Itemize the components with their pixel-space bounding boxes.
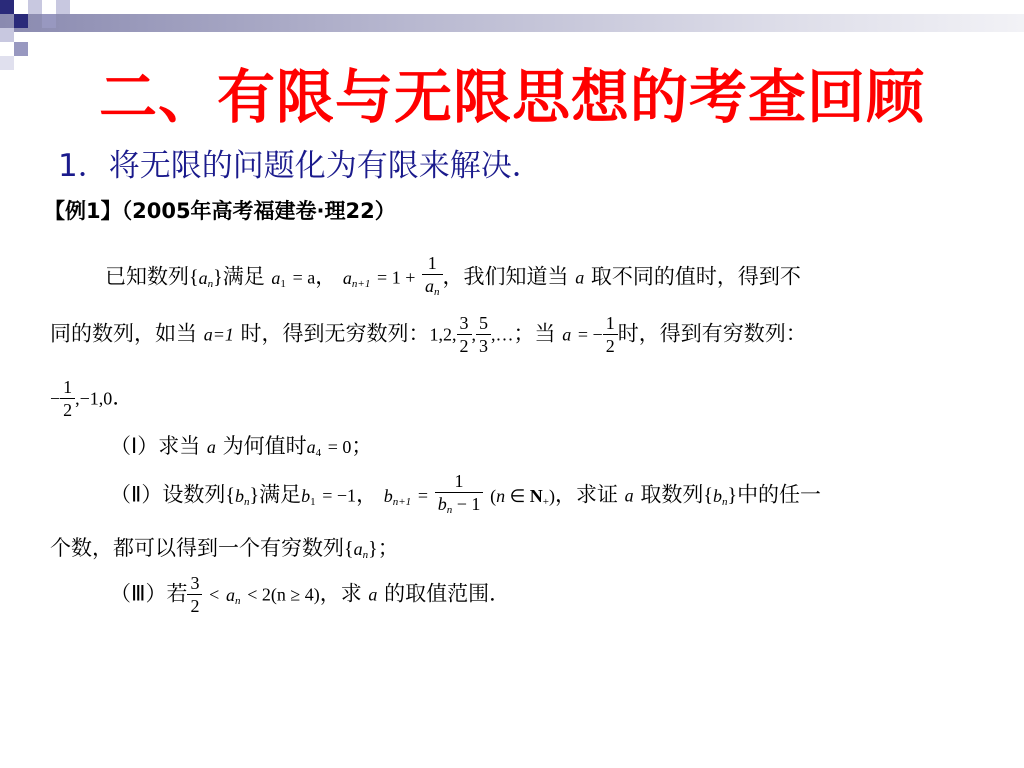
problem-line-2: 同的数列，如当 a=1 时，得到无穷数列：1,2, $\frac{3}{2}$ , $\frac{5}{3}$ ,…；当 a = − $\frac{1}{2}$ 时，得到有穷数列： [50,313,807,356]
part-3: （Ⅲ）若 $\frac{3}{2}$ < $a_n < 2(n \ge 4)$，求 a 的取值范围． [110,573,511,616]
section-heading: 1．将无限的问题化为有限来解决． [58,148,543,184]
problem-line-3: − $\frac{1}{2}$ ,−1,0． [50,377,134,420]
example-label: 【例1】（2005年高考福建卷·理22） [44,199,396,223]
part-1: （Ⅰ）求当 a 为何值时a4 = 0； [110,434,373,459]
part-2: （Ⅱ）设数列$\{b_n\}$满足b1 = −1， $b_{n+1}$ = $\frac{1}{b_n - 1}$ (n ∈ N+)，求证 a 取数列$\{b_n\}$中的任一 [110,470,821,521]
fraction-1-over-an: $\frac{1}{a_n}$ [422,252,443,303]
header-gradient-bar [0,14,1024,32]
part-2-continued: 个数，都可以得到一个有穷数列$\{a_n\}$； [50,536,399,561]
problem-line-1: 已知数列$\{a_n\}$满足 a1 = a， $a_{n+1} = 1$ + $\frac{1}{a_n}$ ，我们知道当 a 取不同的值时，得到不 [105,252,801,303]
slide-title: 二、有限与无限思想的考查回顾 [98,63,925,131]
fraction-1-over-bn-minus-1: $\frac{1}{b_n - 1}$ [435,470,484,521]
